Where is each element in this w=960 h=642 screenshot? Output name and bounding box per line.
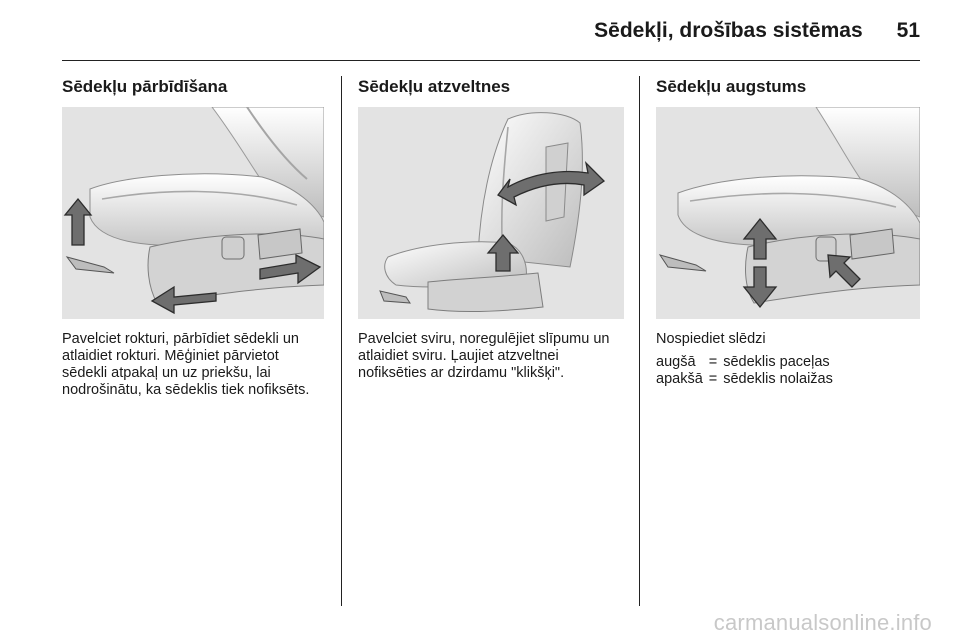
column-divider xyxy=(639,76,640,606)
page-header xyxy=(62,14,920,48)
body-paragraph: Pavelciet sviru, noregulējiet slīpumu un atlaidiet sviru. Ļaujiet atzveltnei nofiksēties ar dzirdamu "klikšķi". xyxy=(358,331,610,381)
page-number: 51 xyxy=(896,19,920,42)
definition-term: augšā xyxy=(656,354,696,370)
definition-desc: sēdeklis nolaižas xyxy=(723,371,833,387)
definition-separator: = xyxy=(708,371,718,387)
body-paragraph: Pavelciet rokturi, pārbīdiet sēdekli un atlaidiet rokturi. Mēģiniet pārvietot sēdekli atpakaļ un uz priekšu, lai nodrošinātu, ka sēdeklis tiek nofiksēts. xyxy=(62,331,310,398)
section-body xyxy=(62,331,324,399)
section-heading: Sēdekļu augstums xyxy=(656,77,807,96)
seat-height-illustration-icon xyxy=(656,107,920,319)
definition-term: apakšā xyxy=(656,371,703,387)
definition-row xyxy=(656,371,839,388)
definition-row xyxy=(656,354,839,371)
seat-backrest-illustration-icon xyxy=(358,107,624,319)
section-seat-backrest xyxy=(358,76,624,382)
section-body xyxy=(358,331,624,382)
definition-table xyxy=(656,354,839,388)
section-seat-slide xyxy=(62,76,324,399)
seat-slide-illustration-icon xyxy=(62,107,324,319)
definition-desc: sēdeklis paceļas xyxy=(723,354,830,370)
definition-separator: = xyxy=(708,354,718,370)
watermark: carmanualsonline.info xyxy=(713,610,932,635)
section-heading: Sēdekļu atzveltnes xyxy=(358,77,511,96)
section-seat-height xyxy=(656,76,920,388)
section-title: Sēdekļi, drošības sistēmas xyxy=(594,19,863,42)
column-divider xyxy=(341,76,342,606)
body-intro: Nospiediet slēdzi xyxy=(656,331,766,347)
section-body xyxy=(656,331,920,388)
header-rule xyxy=(62,60,920,61)
section-heading: Sēdekļu pārbīdīšana xyxy=(62,77,228,96)
